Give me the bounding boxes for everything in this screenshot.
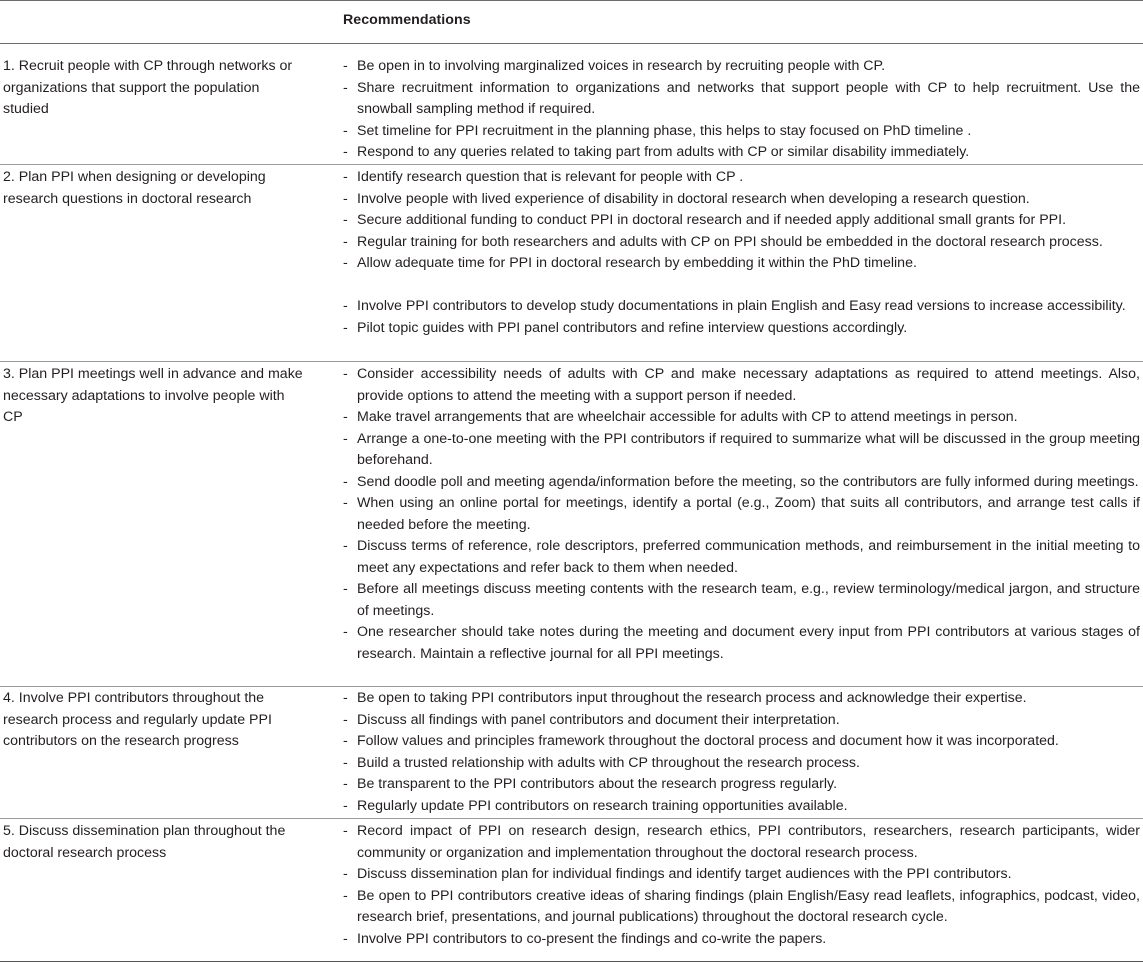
list-item: - Regular training for both researchers and adults with CP on PPI should be embedded in the doctoral research process. [343, 233, 1103, 250]
table-top-rule [0, 0, 1143, 1]
list-item: - Be open to PPI contributors creative ideas of sharing findings (plain English/Easy read leaflets, infographics, podcast, video, research brief, presentations, and journal publications) throughout the doctoral research cycle. [343, 887, 1140, 925]
list-item: - Discuss all findings with panel contributors and document their interpretation. [343, 711, 840, 728]
list-item: - Secure additional funding to conduct PPI in doctoral research and if needed apply additional small grants for PPI. [343, 212, 1067, 228]
list-item: - Be open to taking PPI contributors input throughout the research process and acknowledge their expertise. [343, 690, 1027, 706]
column-header-recommendations: Recommendations [343, 12, 471, 28]
list-item: - Discuss terms of reference, role descriptors, preferred communication methods, and reimbursement in the initial meeting to meet any expectations and refer back to them when needed. [343, 538, 1140, 576]
list-item: - Follow values and principles framework throughout the doctoral process and document how it was incorporated. [343, 733, 1059, 749]
table-bottom-rule [0, 961, 1143, 962]
row-divider [0, 361, 1143, 362]
row-divider [0, 686, 1143, 687]
list-item: - Record impact of PPI on research design, research ethics, PPI contributors, researchers, research participants, wider community or organization and implementation throughout the doctoral research process. [343, 823, 1140, 861]
row-recommendations [343, 821, 1140, 950]
list-item: - Make travel arrangements that are wheelchair accessible for adults with CP to attend meetings in person. [343, 409, 1018, 425]
row-label: 2. Plan PPI when designing or developing research questions in doctoral research [3, 169, 266, 207]
list-item: - Discuss dissemination plan for individual findings and identify target audiences with the PPI contributors. [343, 866, 1012, 882]
row-recommendations [343, 688, 1140, 817]
row-divider [0, 818, 1143, 819]
list-item: - Allow adequate time for PPI in doctoral research by embedding it within the PhD timeline. [343, 255, 917, 271]
row-divider [0, 164, 1143, 165]
list-item: - Identify research question that is relevant for people with CP . [343, 169, 744, 185]
list-item: - When using an online portal for meetings, identify a portal (e.g., Zoom) that suits all contributors, and arrange test calls if needed before the meeting. [343, 495, 1140, 533]
list-item: - Be transparent to the PPI contributors about the research progress regularly. [343, 776, 838, 792]
list-item: - Involve PPI contributors to develop study documentations in plain English and Easy read versions to increase accessibility. [343, 298, 1126, 314]
row-label: 1. Recruit people with CP through networks or organizations that support the population studied [3, 58, 293, 117]
row-recommendations [343, 56, 1140, 164]
list-item: - Build a trusted relationship with adults with CP throughout the research process. [343, 754, 860, 771]
list-item: - Set timeline for PPI recruitment in the planning phase, this helps to stay focused on PhD timeline . [343, 122, 972, 139]
list-item: - Consider accessibility needs of adults with CP and make necessary adaptations as required to attend meetings. Also, provide options to attend the meeting with a support person if needed. [343, 366, 1140, 404]
list-item: - Share recruitment information to organizations and networks that support people with CP to help recruitment. Use the snowball sampling method if required. [343, 79, 1140, 117]
list-item: - Send doodle poll and meeting agenda/information before the meeting, so the contributors are fully informed during meetings. [343, 473, 1139, 490]
row-label: 3. Plan PPI meetings well in advance and make necessary adaptations to involve people with CP [3, 366, 303, 425]
row-recommendations [343, 364, 1140, 665]
list-item: - Involve PPI contributors to co-present the findings and co-write the papers. [343, 930, 827, 947]
row-label: 4. Involve PPI contributors throughout the research process and regularly update PPI contributors on the research progress [3, 690, 272, 749]
list-item: - Before all meetings discuss meeting contents with the research team, e.g., review terminology/medical jargon, and structure of meetings. [343, 581, 1140, 619]
list-item: - Arrange a one-to-one meeting with the PPI contributors if required to summarize what will be discussed in the group meeting beforehand. [343, 430, 1140, 468]
row-label: 5. Discuss dissemination plan throughout the doctoral research process [3, 823, 286, 861]
table-header-rule [0, 43, 1143, 44]
row-recommendations [343, 167, 1140, 339]
list-item: - Regularly update PPI contributors on research training opportunities available. [343, 797, 848, 814]
list-item: - Be open in to involving marginalized voices in research by recruiting people with CP. [343, 58, 886, 74]
list-item: - Respond to any queries related to taking part from adults with CP or similar disability immediately. [343, 144, 970, 160]
list-item: - Pilot topic guides with PPI panel contributors and refine interview questions accordingly. [343, 319, 908, 336]
list-item: - Involve people with lived experience of disability in doctoral research when developing a research question. [343, 190, 1030, 207]
list-item: - One researcher should take notes during the meeting and document every input from PPI contributors at various stages of research. Maintain a reflective journal for all PPI meetings. [343, 624, 1140, 662]
